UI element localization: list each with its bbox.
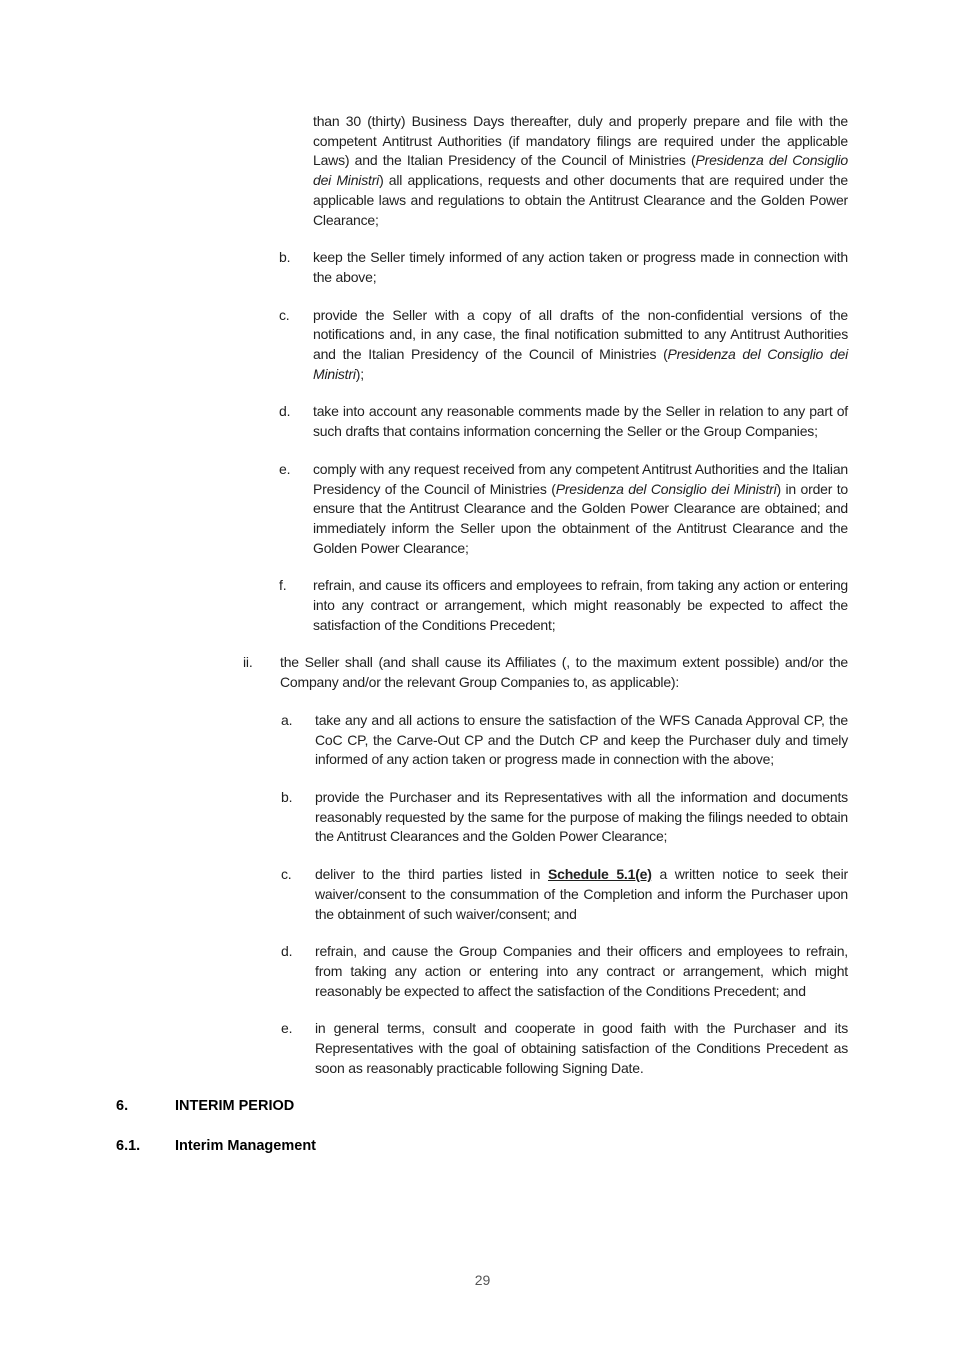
clause-text-segment: Presidenza del Consiglio dei Ministri [313,152,848,189]
clause-marker: d. [279,403,291,420]
clause-text-segment: take into account any reasonable comments made by the Seller in relation to any part of such drafts that contains information concerning the Seller or the Group Companies; [313,403,848,440]
clause-item [281,865,848,924]
clause-text-segment: ); [355,365,364,382]
clause-text-segment: refrain, and cause its officers and employees to refrain, from taking any action or entering into any contract or arrangement, which might reasonably be expected to affect the satisfaction of the Conditions Precedent; [313,577,848,633]
clause-item [281,711,848,770]
clause-list [116,112,848,1078]
clause-text-segment: ) all applications, requests and other documents that are required under the applicable laws and regulations to obtain the Antitrust Clearance and the Golden Power Clearance; [313,172,849,228]
clause-text [313,306,848,385]
clause-text-segment: take any and all actions to ensure the satisfaction of the WFS Canada Approval CP, the CoC CP, the Carve-Out CP and the Dutch CP and keep the Purchaser duly and timely informed of any action taken or progress made in connection with the above; [315,711,848,768]
clause-marker: a. [281,711,293,728]
clause-marker: d. [281,943,293,960]
clause-text [313,460,848,559]
section-heading [116,1096,848,1116]
clause-item [279,248,848,287]
clause-item [279,460,848,559]
clause-text [313,112,848,230]
clause-item [281,942,848,1001]
clause-text-segment: Schedule 5.1(e) [547,866,652,883]
clause-text-segment: provide the Seller with a copy of all drafts of the non-confidential versions of the notifications and, in any case, the final notification submitted to any Antitrust Authorities and the Italian Presidency of the Council of Ministries ( [313,306,848,363]
clause-text [315,1019,848,1078]
clause-text-segment: a written notice to seek their waiver/consent to the consummation of the Completion and inform the Purchaser upon the obtainment of such waiver/consent; and [315,866,848,922]
clause-item [243,653,848,692]
clause-marker: c. [279,306,290,323]
clause-text-segment: than 30 (thirty) Business Days thereafter, duly and properly prepare and file with the competent Antitrust Authorities (if mandatory filings are required under the applicable Laws) and the Italian Presidency of the Council of Ministries ( [313,113,848,169]
clause-item [279,306,848,385]
clause-text [313,402,848,441]
clause-text-segment: refrain, and cause the Group Companies and their officers and employees to refrain, from taking any action or entering into any contract or arrangement, which might reasonably be expected to affect the satisfaction of the Conditions Precedent; and [315,943,848,999]
clause-marker: e. [279,460,291,477]
clause-text [315,788,848,847]
clause-text [315,942,848,1001]
subsection-title: Interim Management [175,1138,316,1155]
clause-marker: e. [281,1020,293,1037]
clause-marker: b. [279,249,291,266]
clause-text-segment: in general terms, consult and cooperate in good faith with the Purchaser and its Representatives with the goal of obtaining satisfaction of the Conditions Precedent as soon as reasonably practicable following Signing Date. [315,1020,848,1076]
clause-text-segment: the Seller shall (and shall cause its Affiliates (, to the maximum extent possible) and/or the Company and/or the relevant Group Companies to, as applicable): [280,654,848,691]
clause-marker: ii. [243,654,253,671]
clause-text [315,711,848,770]
clause-marker: b. [281,788,293,805]
clause-text-segment: deliver to the third parties listed in [315,866,548,883]
document-content [116,112,848,1176]
clause-marker: f. [279,577,287,594]
section-title: INTERIM PERIOD [175,1098,295,1115]
clause-text [313,576,848,635]
section-number: 6. [116,1098,129,1115]
page-number: 29 [474,1272,491,1288]
clause-text [315,865,848,924]
clause-item [313,112,848,230]
clause-text-segment: comply with any request received from any competent Antitrust Authorities and the Italian Presidency of the Council of Ministries ( [313,460,848,497]
clause-text-segment: Presidenza del Consiglio dei Ministri [555,480,777,497]
clause-item [281,788,848,847]
clause-text-segment: keep the Seller timely informed of any action taken or progress made in connection with the above; [313,249,848,285]
clause-text-segment: Presidenza del Consiglio dei Ministri [313,346,848,382]
subsection-number: 6.1. [116,1138,141,1155]
clause-item [279,576,848,635]
clause-text [280,653,848,692]
clause-marker: c. [281,866,292,883]
clause-text [313,248,848,287]
clause-text-segment: provide the Purchaser and its Representatives with all the information and documents reasonably requested by the same for the purpose of making the filings needed to obtain the Antitrust Clearances and the Golden Power Clearance; [315,788,848,845]
clause-text-segment: ) in order to ensure that the Antitrust Clearance and the Golden Power Clearance are obtained; and immediately inform the Seller upon the obtainment of the Antitrust Clearance and the Golden Power Clearance; [313,480,849,556]
clause-item [281,1019,848,1078]
subsection-heading [116,1136,848,1156]
clause-item [279,402,848,441]
